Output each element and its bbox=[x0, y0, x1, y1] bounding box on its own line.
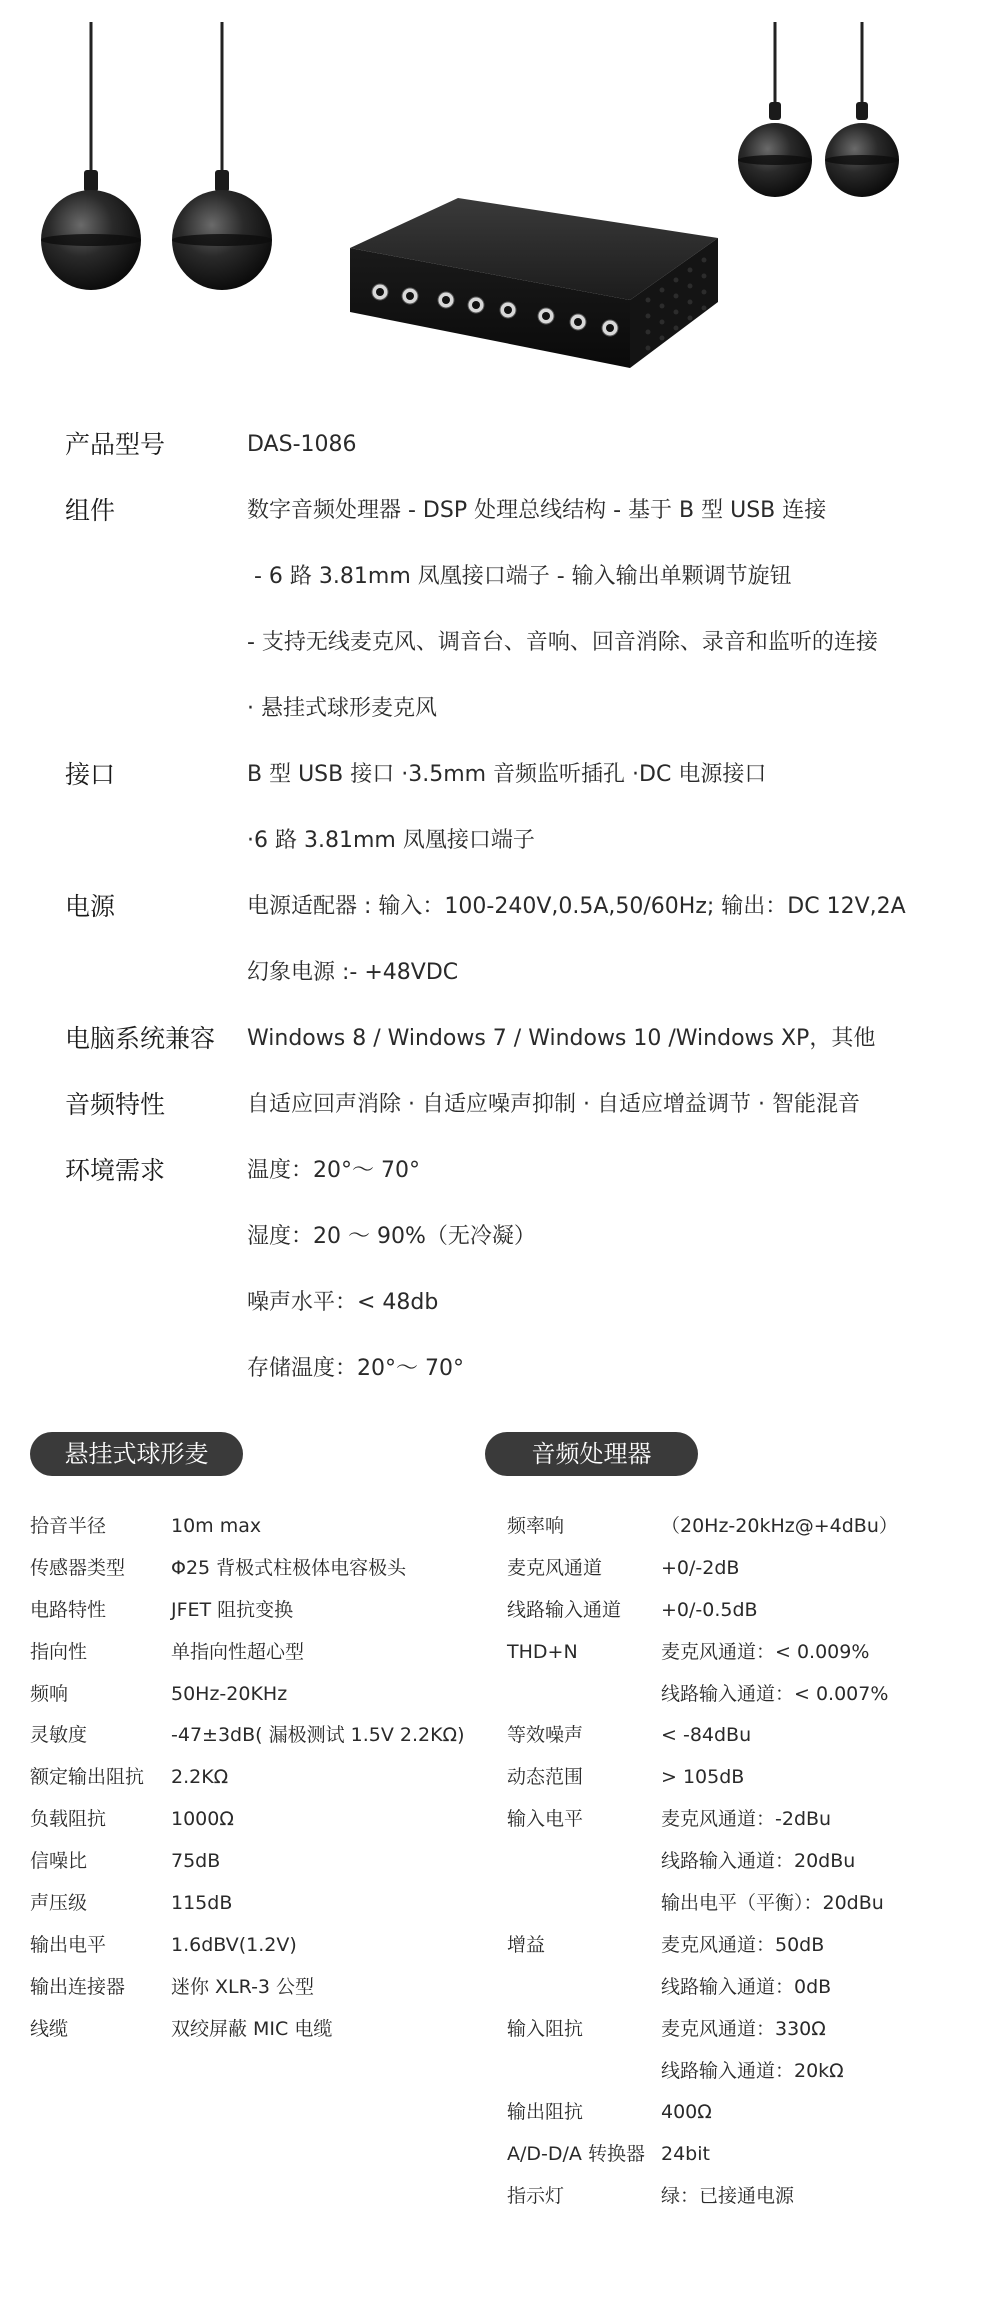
row-value: 输出电平（平衡）：20dBu bbox=[661, 1892, 884, 1915]
spec-value: 电源适配器 : 输入：100-240V,0.5A,50/60Hz; 输出：DC 12V,2A bbox=[247, 894, 906, 919]
table-row bbox=[507, 2051, 977, 2093]
table-row bbox=[507, 1883, 977, 1925]
ball-microphone-left-1 bbox=[41, 22, 141, 290]
spec-list bbox=[65, 412, 965, 1402]
table-row bbox=[507, 1715, 977, 1757]
spec-value: DAS-1086 bbox=[247, 432, 357, 457]
table-row bbox=[30, 2009, 470, 2051]
row-key: 电路特性 bbox=[30, 1598, 107, 1621]
row-value: 麦克风通道：50dB bbox=[661, 1933, 825, 1956]
table-row bbox=[507, 1925, 977, 1967]
row-value: 10m max bbox=[171, 1515, 262, 1537]
row-value: 绿：已接通电源 bbox=[661, 2185, 795, 2208]
spec-value: 自适应回声消除 · 自适应噪声抑制 · 自适应增益调节 · 智能混音 bbox=[247, 1092, 860, 1117]
table-row bbox=[30, 1506, 470, 1548]
row-key: 额定输出阻抗 bbox=[30, 1766, 145, 1789]
spec-value: 噪声水平：< 48db bbox=[247, 1290, 439, 1315]
spec-row-environment bbox=[65, 1138, 965, 1402]
spec-value: B 型 USB 接口 ·3.5mm 音频监听插孔 ·DC 电源接口 bbox=[247, 762, 767, 787]
row-key: THD+N bbox=[507, 1640, 578, 1663]
table-row bbox=[507, 1506, 977, 1548]
row-value: 线路输入通道：20kΩ bbox=[661, 2059, 844, 2082]
row-value: +0/-2dB bbox=[661, 1556, 740, 1579]
row-key: 线缆 bbox=[30, 2017, 69, 2040]
table-row bbox=[30, 1715, 470, 1757]
spec-value: 幻象电源 :- +48VDC bbox=[247, 960, 459, 985]
ball-microphone-left-2 bbox=[172, 22, 272, 290]
row-key: 指向性 bbox=[30, 1640, 88, 1663]
processor-spec-table bbox=[507, 1506, 977, 2218]
row-value: 1.6dBV(1.2V) bbox=[171, 1933, 297, 1956]
row-value: 24bit bbox=[661, 2143, 710, 2166]
ball-microphone-right-2 bbox=[825, 22, 899, 197]
row-value: 50Hz-20KHz bbox=[171, 1682, 288, 1705]
spec-label: 电脑系统兼容 bbox=[65, 1024, 216, 1053]
spec-value: 存储温度：20°～ 70° bbox=[247, 1356, 464, 1381]
row-value: 线路输入通道：0dB bbox=[661, 1975, 832, 1998]
row-key: 输入电平 bbox=[507, 1808, 584, 1831]
row-key: 输出电平 bbox=[30, 1933, 107, 1956]
row-value: 线路输入通道：< 0.007% bbox=[661, 1682, 889, 1705]
table-row bbox=[30, 1757, 470, 1799]
spec-label: 音频特性 bbox=[65, 1090, 166, 1119]
spec-value: - 支持无线麦克风、调音台、音响、回音消除、录音和监听的连接 bbox=[247, 630, 878, 655]
table-row bbox=[507, 1841, 977, 1883]
row-key: 指示灯 bbox=[507, 2185, 565, 2208]
row-value: 单指向性超心型 bbox=[171, 1640, 305, 1663]
spec-value: ·6 路 3.81mm 凤凰接口端子 bbox=[247, 828, 535, 853]
spec-label: 电源 bbox=[65, 892, 116, 921]
table-row bbox=[30, 1590, 470, 1632]
spec-row-os-compat bbox=[65, 1006, 965, 1072]
table-row bbox=[507, 2134, 977, 2176]
row-key: 频响 bbox=[30, 1682, 69, 1705]
spec-label: 接口 bbox=[65, 760, 116, 789]
row-key: 等效噪声 bbox=[507, 1724, 584, 1747]
spec-value: 湿度：20 ～ 90%（无冷凝） bbox=[247, 1224, 536, 1249]
row-value: 迷你 XLR-3 公型 bbox=[171, 1975, 315, 1998]
row-key: 输出阻抗 bbox=[507, 2101, 584, 2124]
table-row bbox=[30, 1883, 470, 1925]
spec-value: · 悬挂式球形麦克风 bbox=[247, 696, 437, 721]
table-row bbox=[507, 2009, 977, 2051]
spec-row-interfaces bbox=[65, 742, 965, 874]
table-row bbox=[30, 1925, 470, 1967]
row-value: Φ25 背极式柱极体电容极头 bbox=[171, 1556, 407, 1579]
table-row bbox=[507, 1548, 977, 1590]
row-value: 麦克风通道：-2dBu bbox=[661, 1808, 832, 1831]
row-key: 输入阻抗 bbox=[507, 2017, 584, 2040]
row-key: 拾音半径 bbox=[30, 1515, 107, 1537]
mic-spec-table bbox=[30, 1506, 470, 2051]
dsp-processor-box bbox=[350, 198, 718, 368]
row-value: 400Ω bbox=[661, 2101, 712, 2124]
row-key: 灵敏度 bbox=[30, 1724, 88, 1747]
row-value: 2.2KΩ bbox=[171, 1766, 229, 1789]
row-value: +0/-0.5dB bbox=[661, 1598, 758, 1621]
row-value: < -84dBu bbox=[661, 1724, 752, 1747]
spec-value: Windows 8 / Windows 7 / Windows 10 /Windows XP，其他 bbox=[247, 1026, 876, 1051]
row-value: 1000Ω bbox=[171, 1808, 234, 1831]
row-key: A/D-D/A 转换器 bbox=[507, 2143, 645, 2166]
table-row bbox=[30, 1967, 470, 2009]
mic-section-title: 悬挂式球形麦 bbox=[30, 1432, 243, 1476]
row-key: 线路输入通道 bbox=[507, 1598, 622, 1621]
row-value: （20Hz-20kHz@+4dBu） bbox=[661, 1515, 898, 1537]
spec-row-audio-features bbox=[65, 1072, 965, 1138]
row-value: 115dB bbox=[171, 1892, 233, 1915]
spec-value: - 6 路 3.81mm 凤凰接口端子 - 输入输出单颗调节旋钮 bbox=[247, 564, 792, 589]
row-value: > 105dB bbox=[661, 1766, 745, 1789]
spec-row-components bbox=[65, 478, 965, 742]
row-key: 信噪比 bbox=[30, 1850, 88, 1873]
row-value: -47±3dB( 漏极测试 1.5V 2.2KΩ) bbox=[171, 1724, 465, 1747]
table-row bbox=[507, 1799, 977, 1841]
row-key: 麦克风通道 bbox=[507, 1556, 603, 1579]
spec-label: 组件 bbox=[65, 496, 116, 525]
product-photo bbox=[0, 0, 990, 400]
table-row bbox=[507, 1757, 977, 1799]
row-key: 负载阻抗 bbox=[30, 1808, 107, 1831]
row-key: 增益 bbox=[507, 1933, 546, 1956]
row-value: 线路输入通道：20dBu bbox=[661, 1850, 856, 1873]
spec-row-power bbox=[65, 874, 965, 1006]
table-row bbox=[507, 2176, 977, 2218]
table-row bbox=[30, 1548, 470, 1590]
row-key: 传感器类型 bbox=[30, 1556, 126, 1579]
table-row bbox=[507, 1967, 977, 2009]
spec-row-model bbox=[65, 412, 965, 478]
row-value: 75dB bbox=[171, 1850, 221, 1873]
table-row bbox=[507, 2092, 977, 2134]
row-value: 麦克风通道：330Ω bbox=[661, 2017, 826, 2040]
row-key: 频率响 bbox=[507, 1515, 565, 1537]
table-row bbox=[30, 1799, 470, 1841]
table-row bbox=[30, 1674, 470, 1716]
row-value: JFET 阻抗变换 bbox=[171, 1598, 294, 1621]
table-row bbox=[507, 1674, 977, 1716]
table-row bbox=[507, 1590, 977, 1632]
row-value: 麦克风通道：< 0.009% bbox=[661, 1640, 870, 1663]
table-row bbox=[30, 1841, 470, 1883]
spec-label: 产品型号 bbox=[65, 430, 166, 459]
row-key: 声压级 bbox=[30, 1892, 88, 1915]
table-row bbox=[507, 1632, 977, 1674]
ball-microphone-right-1 bbox=[738, 22, 812, 197]
spec-value: 数字音频处理器 - DSP 处理总线结构 - 基于 B 型 USB 连接 bbox=[247, 498, 827, 523]
processor-section-title: 音频处理器 bbox=[485, 1432, 698, 1476]
spec-label: 环境需求 bbox=[65, 1156, 166, 1185]
row-value: 双绞屏蔽 MIC 电缆 bbox=[171, 2017, 333, 2040]
spec-value: 温度：20°～ 70° bbox=[247, 1158, 420, 1183]
table-row bbox=[30, 1632, 470, 1674]
row-key: 动态范围 bbox=[507, 1766, 584, 1789]
row-key: 输出连接器 bbox=[30, 1975, 126, 1998]
